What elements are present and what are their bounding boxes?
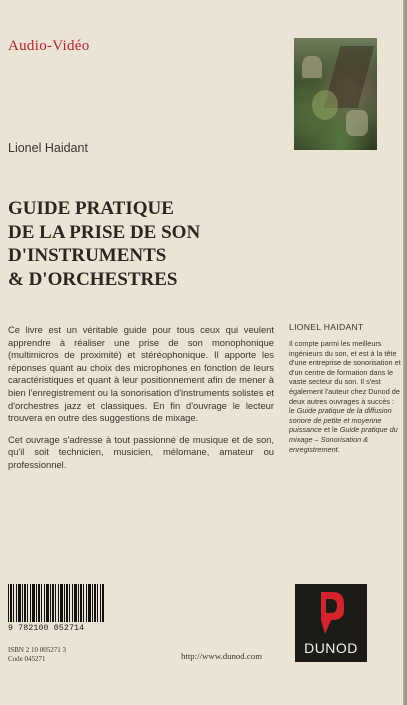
isbn-block <box>8 646 66 663</box>
title-line: DE LA PRISE DE SON <box>8 221 201 243</box>
description-paragraph: Ce livre est un véritable guide pour tous ceux qui veulent apprendre à réaliser une prise de son monophonique (multimicros de proximité) et stéréophonique. Il apporte les réponses quant au choix des microphones en fonction de leurs caractéristiques et quant à leur positionnement afin de mener à bien l'enregistrement ou la sonorisation d'instruments solistes et d'orchestres jazz et classiques. En fin d'ouvrage le lecteur trouvera en outre des suggestions de mixage. <box>8 324 274 424</box>
orchestra-photo-icon <box>294 38 377 150</box>
publisher-name: DUNOD <box>304 640 358 656</box>
author-bio <box>289 339 401 454</box>
bio-text: Il compte parmi les meilleurs ingénieurs du son, et est à la tête d'une entreprise de sonorisation et d'un centre de formation dans le vaste secteur du son. Il s'est également l'auteur chez Dunod de deux autres ouvrages à succès : le <box>289 339 401 416</box>
book-title <box>8 197 288 291</box>
description-paragraph: Cet ouvrage s'adresse à tout passionné de musique et de son, qu'il soit technicien, musicien, mélomane, amateur ou professionnel. <box>8 433 274 470</box>
bio-book-2: Guide pratique du mixage – Sonorisation & enregistrement <box>289 425 398 454</box>
title-line: D'INSTRUMENTS <box>8 245 167 266</box>
author-name: Lionel Haidant <box>8 141 88 155</box>
series-label: Audio-Vidéo <box>8 38 90 54</box>
book-description <box>8 324 274 481</box>
isbn-number: ISBN 2 10 005271 3 <box>8 646 66 654</box>
bio-text-middle: et le <box>321 425 340 435</box>
barcode-number: 9 782100 052714 <box>8 624 85 633</box>
bio-text-end: . <box>337 444 340 454</box>
publisher-url[interactable]: http://www.dunod.com <box>181 651 263 661</box>
title-line: GUIDE PRATIQUE <box>8 198 174 219</box>
barcode-icon <box>8 584 104 622</box>
cover-edge <box>403 0 407 705</box>
bio-book-1: Guide pratique de la diffusion sonore de petite et moyenne puissance <box>289 406 392 435</box>
product-code: Code 045271 <box>8 654 46 663</box>
dunod-logo-icon <box>295 584 367 662</box>
title-line: & D'ORCHESTRES <box>8 268 178 290</box>
bio-heading: LIONEL HAIDANT <box>289 322 364 332</box>
